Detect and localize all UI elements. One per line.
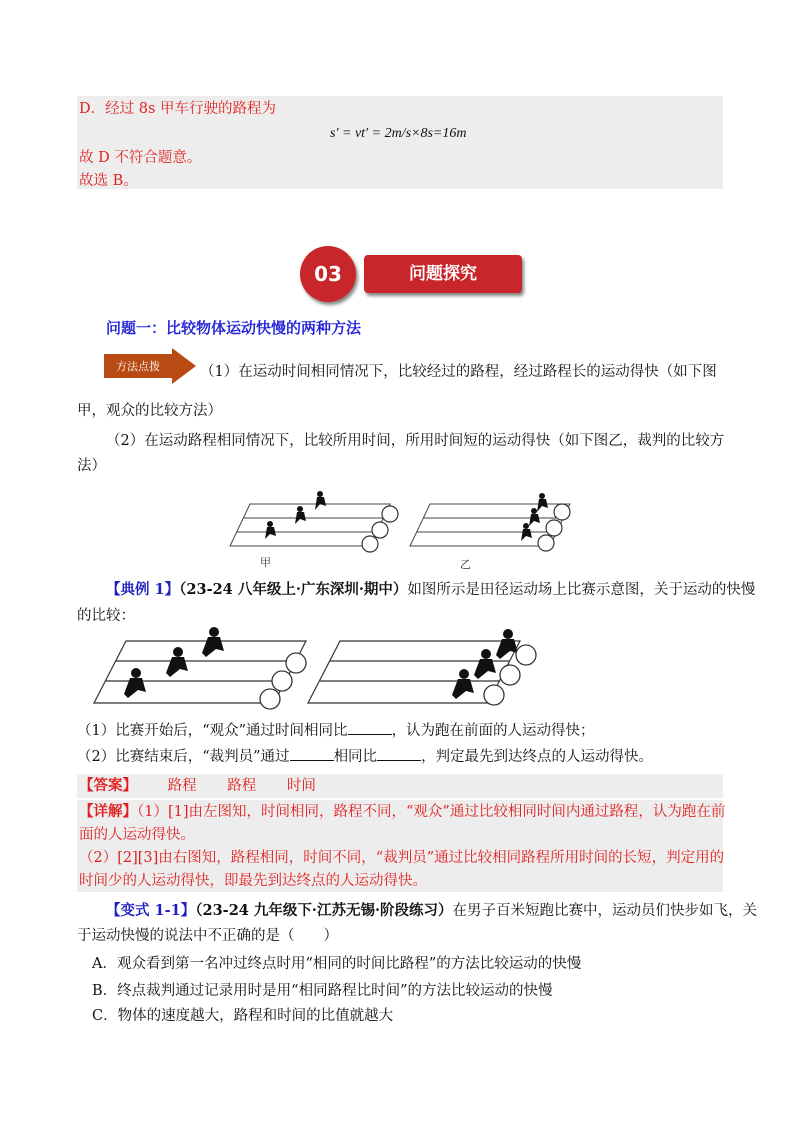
clocks-a (362, 506, 398, 552)
blank-3 (377, 746, 421, 761)
clocks-b (538, 504, 570, 551)
answer-1: 路程 (167, 778, 197, 794)
option-a: A．观众看到第一名冲过终点时用“相同的时间比路程”的方法比较运动的快慢 (92, 956, 582, 972)
option-d-text: D．经过 8s 甲车行驶的路程为 (79, 101, 277, 117)
method-arrow-tag (104, 348, 196, 384)
method-point-1: （1）在运动时间相同情况下，比较经过的路程，经过路程长的运动得快（如下图 (200, 364, 717, 380)
example-question-cont: 的比较： (77, 608, 135, 624)
variant-question (106, 900, 757, 922)
answer-3: 时间 (286, 778, 316, 794)
option-c: C．物体的速度越大，路程和时间的比值就越大 (92, 1008, 394, 1024)
track-figure-large (78, 625, 548, 713)
sub-question-2: （2）比赛结束后，“裁判员”通过 相同比 ，判定最先到达终点的人运动得快。 (77, 746, 653, 768)
variant-source: （23-24 九年级下·江苏无锡·阶段练习） (195, 902, 453, 919)
detail-line-1: 【详解】（1）[1]由左图知，时间相同，路程不同，“观众”通过比较相同时间内通过路程，认为跑在前 (79, 803, 726, 820)
section-number-badge: 03 (300, 246, 356, 302)
example-source: （23-24 八年级上·广东深圳·期中） (179, 581, 408, 598)
variant-question-text: 在男子百米短跑比赛中，运动员们快步如飞，关 (452, 903, 758, 919)
example-tag: 【典例 1】 (106, 581, 180, 598)
figure-label-b: 乙 (460, 558, 471, 571)
blank-2 (290, 746, 334, 761)
example-question (106, 579, 755, 601)
method-point-2: （2）在运动路程相同情况下，比较所用时间，所用时间短的运动得快（如下图乙，裁判的比较方 (106, 433, 725, 449)
sub-question-1: （1）比赛开始后，“观众”通过时间相同比 ，认为跑在前面的人运动得快； (77, 720, 595, 742)
answer-line (79, 775, 316, 797)
final-answer: 故选 B。 (79, 173, 138, 189)
conclusion-d: 故 D 不符合题意。 (79, 150, 202, 166)
formula: s′ = vt′ = 2m/s×8s=16m (330, 126, 467, 141)
clocks-right (484, 645, 536, 705)
problem-title: 问题一：比较物体运动快慢的两种方法 (106, 319, 362, 337)
detail-line-2: （2）[2][3]由右图知，路程相同，时间不同，“裁判员”通过比较相同路程所用时间的长短，判定用的 (79, 850, 725, 866)
answer-tag: 【答案】 (79, 777, 137, 794)
method-tag-label: 方法点拨 (116, 360, 160, 373)
detail-line-2-cont: 时间少的人运动得快，即最先到达终点的人运动得快。 (79, 873, 427, 889)
detail-line-1-cont: 面的人运动得快。 (79, 827, 195, 843)
track-figure-small (220, 486, 580, 572)
method-point-1-cont: 甲，观众的比较方法） (77, 403, 222, 419)
section-title-banner: 问题探究 (364, 255, 522, 293)
blank-1 (348, 720, 392, 735)
detail-tag: 【详解】 (79, 803, 137, 820)
option-b: B．终点裁判通过记录用时是用“相同路程比时间”的方法比较运动的快慢 (92, 983, 553, 999)
method-point-2-cont: 法） (77, 458, 106, 474)
figure-label-a: 甲 (260, 556, 271, 569)
answer-2: 路程 (227, 778, 257, 794)
variant-tag: 【变式 1-1】 (106, 902, 196, 919)
runners-left (124, 627, 224, 698)
example-question-text: 如图所示是田径运动场上比赛示意图，关于运动的快慢 (407, 582, 756, 598)
runners-b (521, 493, 548, 541)
variant-question-cont: 于运动快慢的说法中不正确的是（ ） (77, 928, 338, 944)
